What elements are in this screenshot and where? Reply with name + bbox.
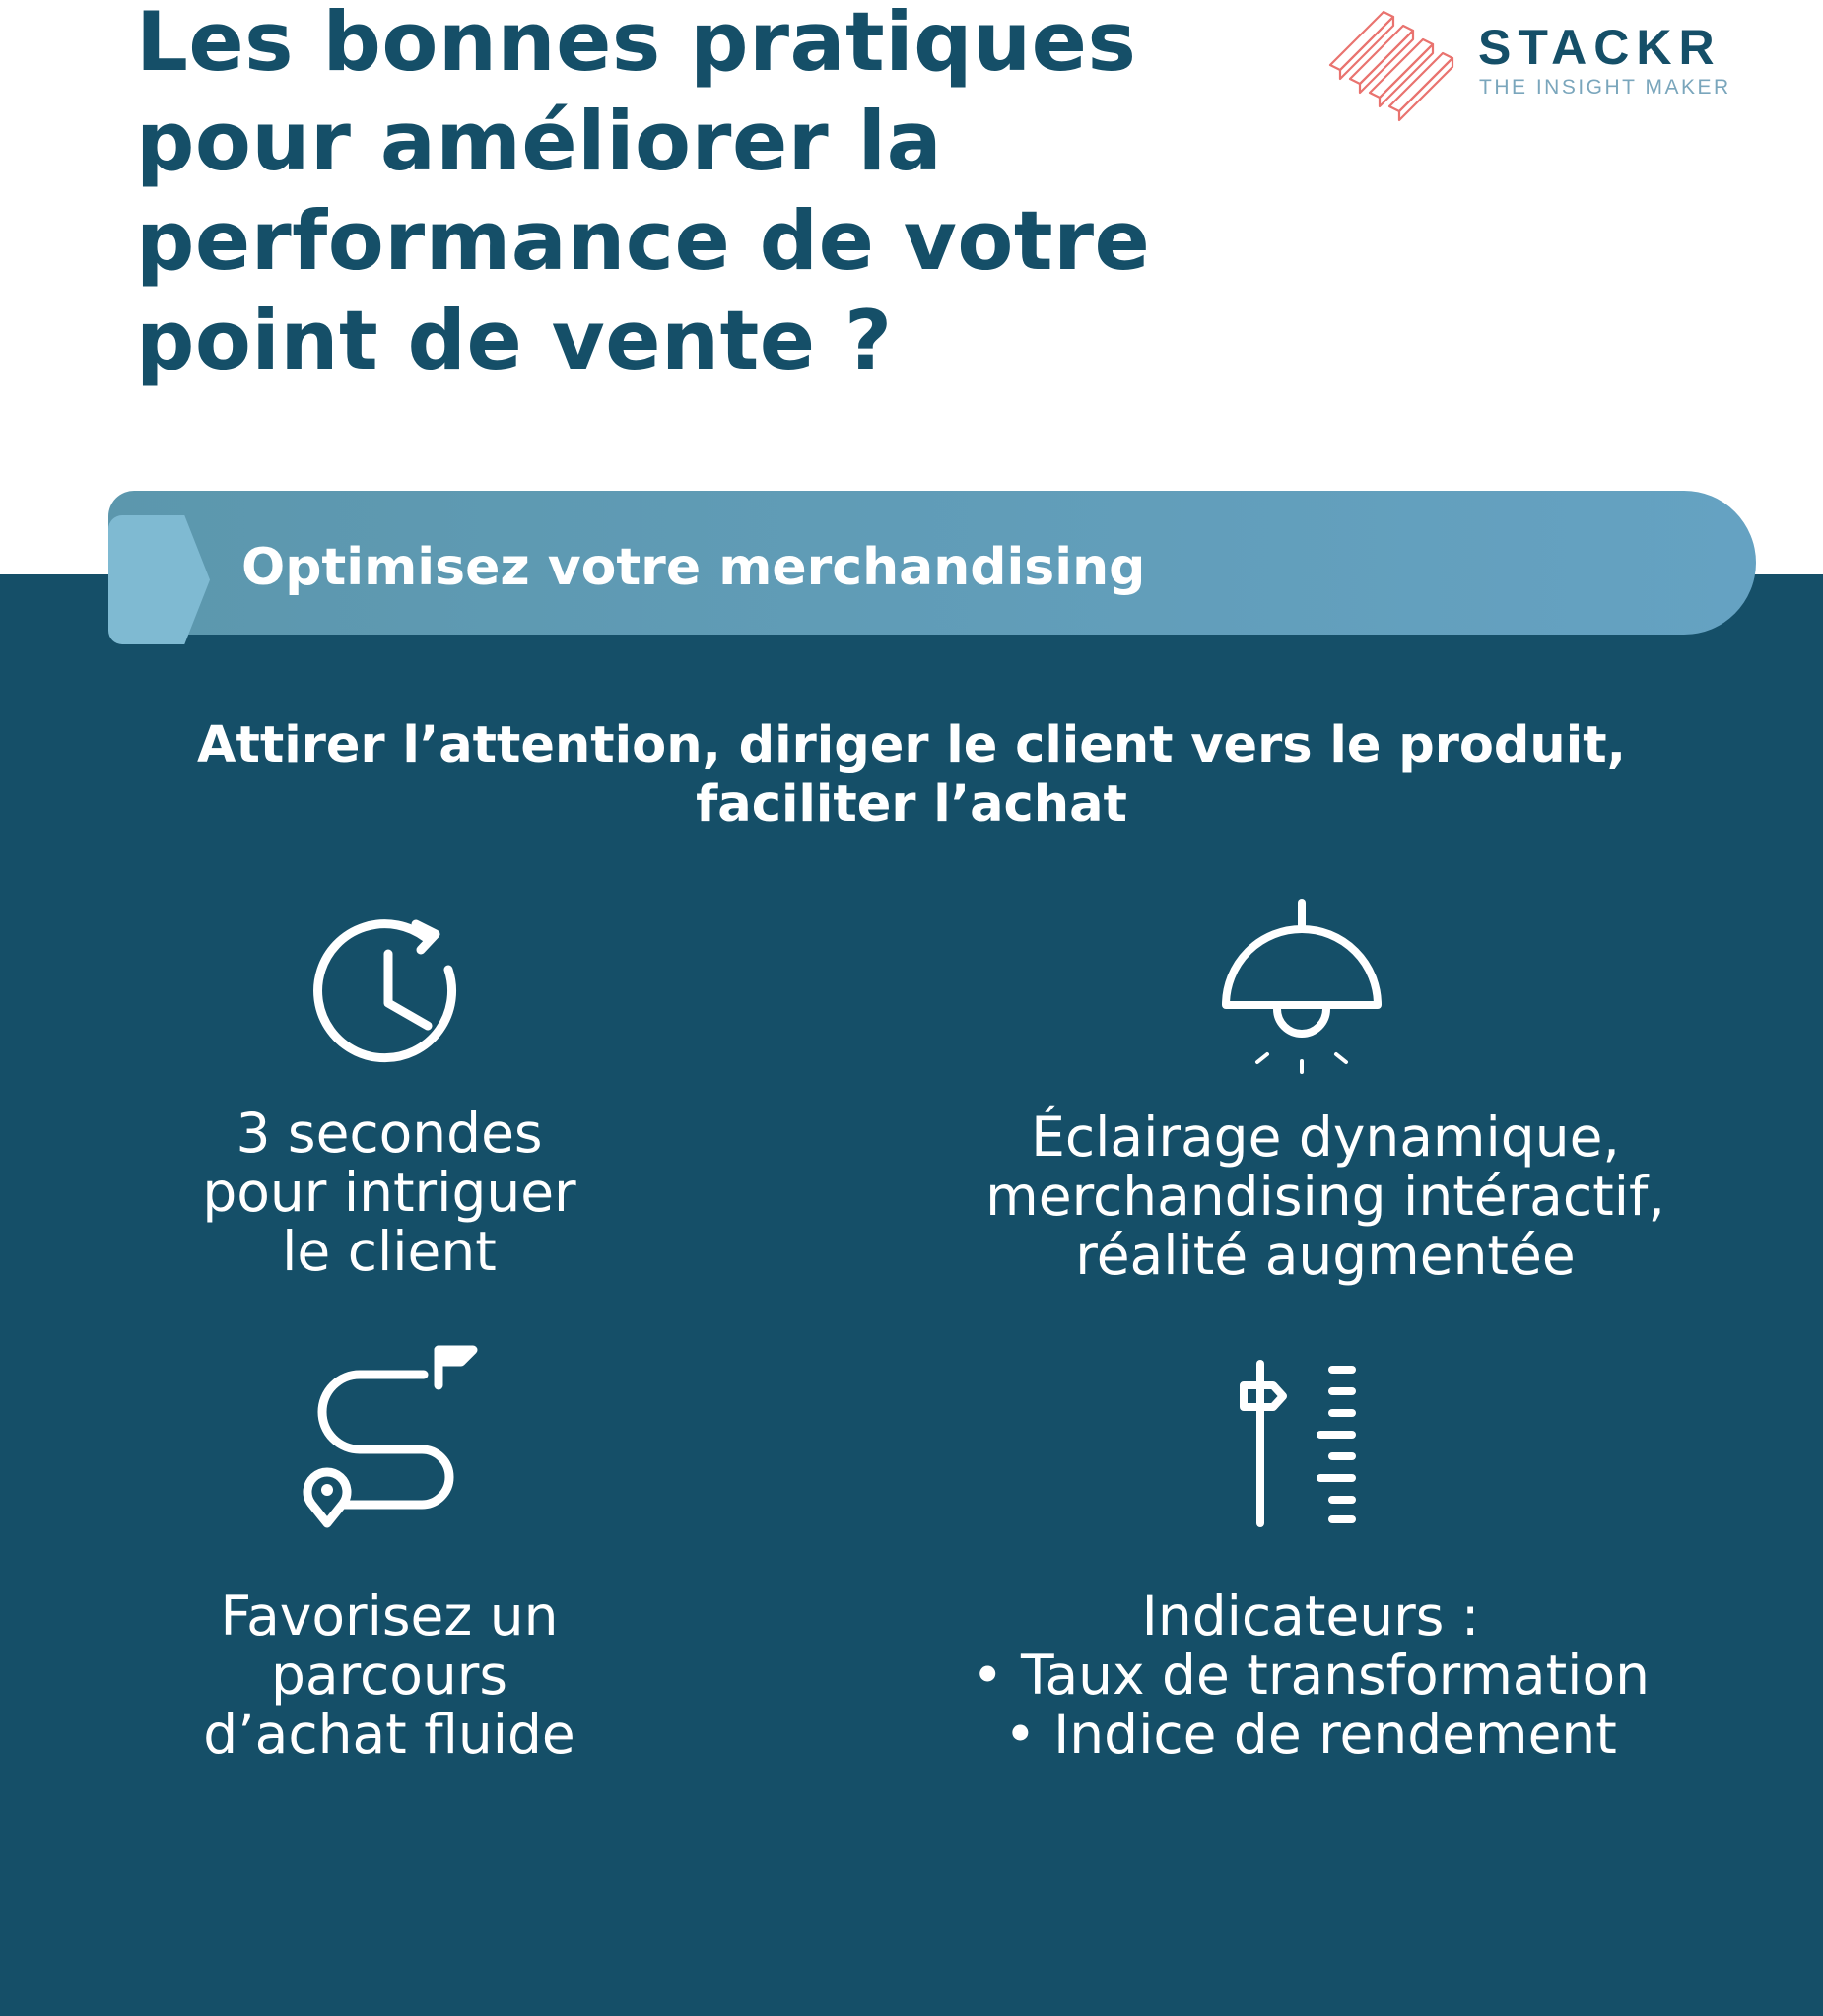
subtitle-line-1: Attirer l’attention, diriger le client vers le produit, [197,716,1626,774]
stacked-bars-logo-icon [1328,4,1456,122]
feature-4-line-3: • Indice de rendement [1004,1703,1617,1766]
title-line-3: performance de votre [136,193,1151,289]
feature-4-line-1: Indicateurs : [1141,1584,1480,1647]
route-path-icon [296,1340,483,1537]
logo-tagline: THE INSIGHT MAKER [1479,76,1731,99]
pendant-lamp-icon [1218,899,1385,1081]
page-title [136,0,1318,390]
title-line-4: point de vente ? [136,293,893,388]
feature-text-1 [143,1104,636,1281]
feature-1-line-2: pour intriguer [202,1161,576,1224]
feature-text-3 [143,1586,636,1764]
feature-text-2 [916,1108,1734,1285]
feature-1-line-3: le client [282,1220,497,1283]
stackr-logo [1328,4,1742,122]
feature-3-line-1: Favorisez un [220,1584,559,1647]
feature-2-line-1: Éclairage dynamique, [1031,1106,1620,1169]
clock-refresh-icon [313,908,471,1066]
feature-4-line-2: • Taux de transformation [972,1644,1650,1707]
title-line-1: Les bonnes pratiques [136,0,1137,90]
subtitle-line-2: faciliter l’achat [696,775,1127,834]
feature-3-line-3: d’achat fluide [203,1703,575,1766]
feature-text-4 [916,1586,1705,1764]
feature-1-line-1: 3 secondes [236,1102,543,1165]
feature-2-line-2: merchandising intéractif, [985,1165,1665,1228]
section-heading: Optimisez votre merchandising [241,538,1146,597]
logo-wordmark: STACKR [1478,20,1722,75]
feature-3-line-2: parcours [270,1644,508,1707]
feature-2-line-3: réalité augmentée [1075,1224,1576,1287]
measure-gauge-icon [1232,1358,1360,1530]
title-line-2: pour améliorer la [136,94,943,189]
section-subtitle [79,716,1744,835]
